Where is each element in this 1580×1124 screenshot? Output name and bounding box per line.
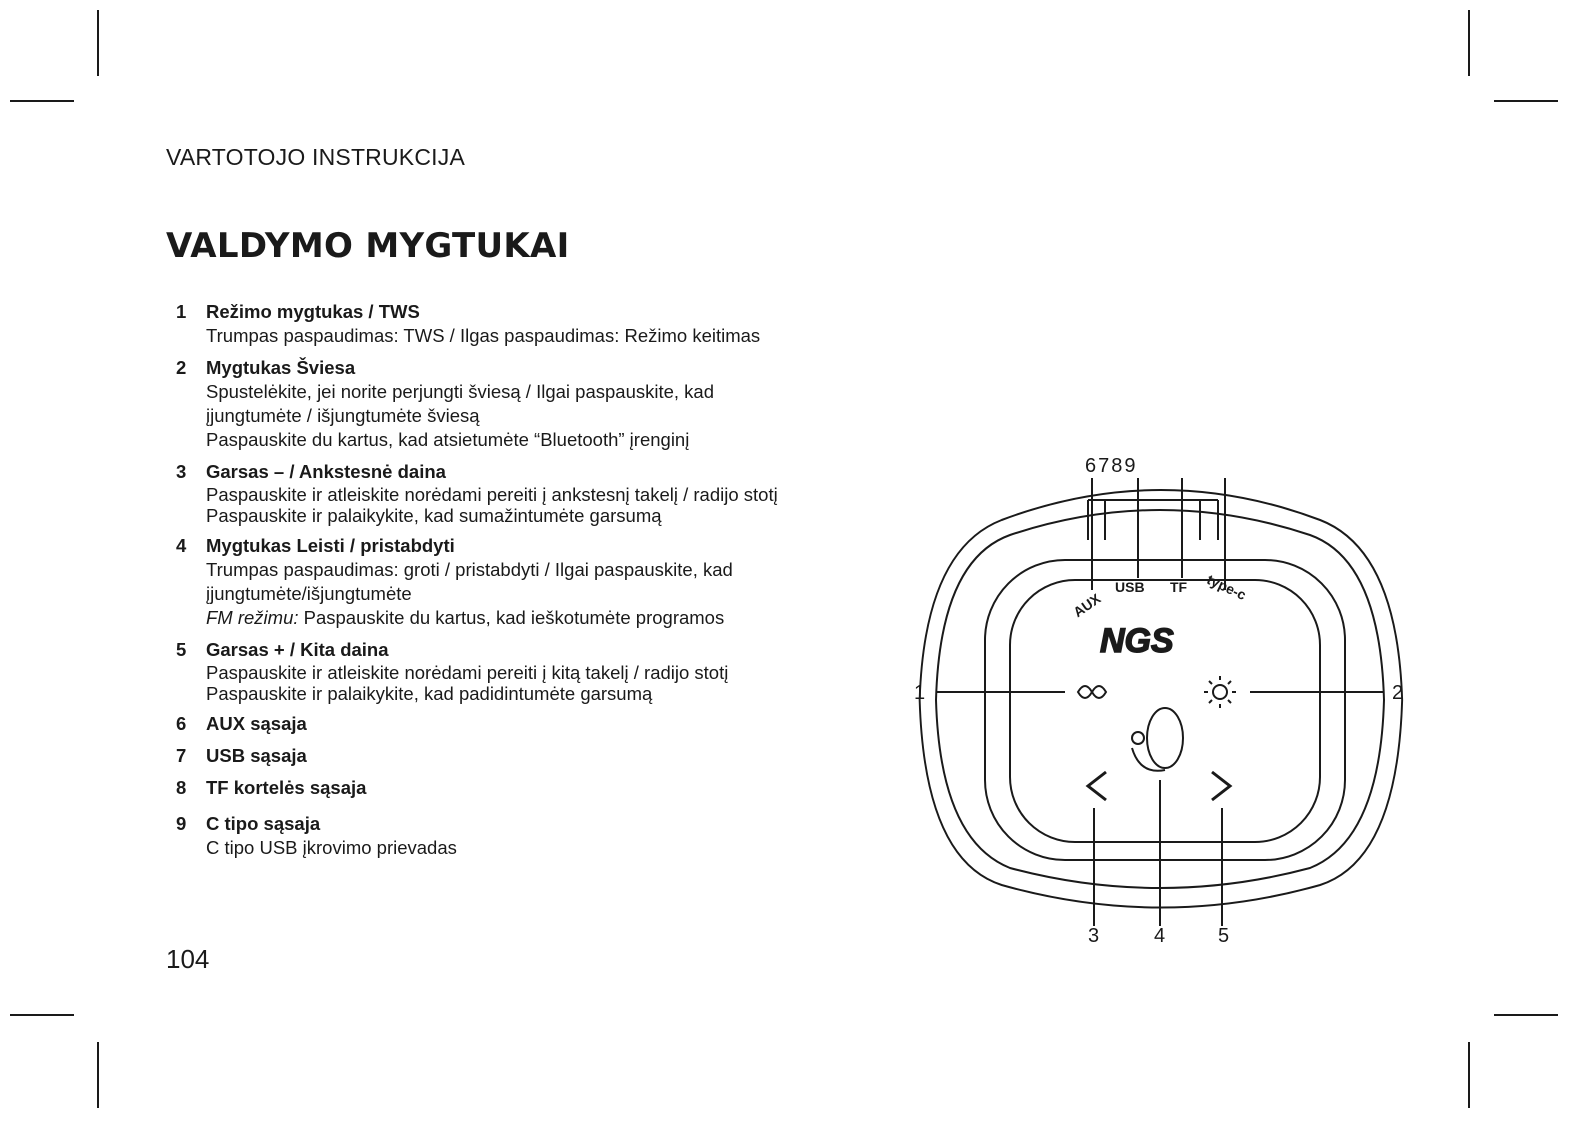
fm-mode-text: Paspauskite du kartus, kad ieškotumėte programos: [298, 607, 725, 628]
item-number: 7: [176, 745, 187, 766]
previous-chevron-icon: [1088, 772, 1106, 800]
item-number: 4: [176, 535, 187, 556]
callout-number-1: 1: [914, 682, 926, 704]
item-text: Trumpas paspaudimas: TWS / Ilgas paspaudimas: Režimo keitimas: [206, 325, 761, 346]
light-sun-icon: [1204, 676, 1236, 708]
item-heading: C tipo sąsaja: [206, 813, 321, 834]
item-heading: Garsas – / Ankstesnė daina: [206, 461, 446, 482]
item-text: Paspauskite ir palaikykite, kad sumažintumėte garsumą: [206, 505, 662, 526]
list-item: [176, 712, 876, 736]
tws-infinity-icon: [1078, 686, 1106, 698]
item-text: Spustelėkite, jei norite perjungti šviesą / Ilgai paspauskite, kad: [206, 381, 715, 402]
page-number: 104: [166, 944, 210, 974]
item-heading: TF kortelės sąsaja: [206, 777, 367, 798]
item-heading: Režimo mygtukas / TWS: [206, 301, 420, 322]
crop-mark: [1468, 10, 1470, 76]
list-item: [176, 638, 876, 704]
list-item: [176, 744, 876, 768]
control-panel-outer: [985, 560, 1345, 860]
item-heading: Mygtukas Šviesa: [206, 357, 356, 378]
control-panel-inner: [1010, 580, 1320, 842]
list-item: [176, 300, 876, 348]
crop-mark: [97, 1042, 99, 1108]
list-item: [176, 534, 876, 630]
crop-mark: [1494, 100, 1558, 102]
callout-number-5: 5: [1218, 925, 1230, 947]
fm-mode-label: FM režimu:: [206, 607, 299, 628]
item-heading: AUX sąsaja: [206, 713, 307, 734]
callout-number-3: 3: [1088, 925, 1100, 947]
item-number: 8: [176, 777, 187, 798]
item-number: 3: [176, 461, 187, 482]
speaker-strap: [1088, 500, 1218, 540]
list-item: [176, 776, 876, 800]
item-text: įjungtumėte / išjungtumėte šviesą: [206, 405, 480, 426]
item-text-fm: [206, 606, 876, 630]
item-number: 2: [176, 357, 187, 378]
callout-number-4: 4: [1154, 925, 1166, 947]
play-pause-icon: [1132, 708, 1183, 771]
item-number: 6: [176, 713, 187, 734]
port-label-aux: AUX: [1070, 590, 1104, 621]
controls-list: [176, 300, 876, 868]
port-label-usb: USB: [1115, 579, 1145, 595]
item-text: Paspauskite ir atleiskite norėdami pereiti į kitą takelį / radijo stotį: [206, 662, 729, 683]
crop-mark: [10, 1014, 74, 1016]
callout-numbers-top: 6789: [1085, 455, 1138, 477]
running-header: VARTOTOJO INSTRUKCIJA: [166, 144, 465, 170]
callout-number-2: 2: [1392, 682, 1404, 704]
item-text: Paspauskite ir palaikykite, kad padidintumėte garsumą: [206, 683, 653, 704]
next-chevron-icon: [1212, 772, 1230, 800]
item-text: C tipo USB įkrovimo prievadas: [206, 837, 457, 858]
brand-logo: NGS: [1100, 622, 1174, 660]
list-item: [176, 812, 876, 860]
speaker-diagram: [900, 440, 1420, 960]
list-item: [176, 356, 876, 452]
item-text: Paspauskite du kartus, kad atsietumėte “Bluetooth” įrenginį: [206, 429, 690, 450]
page-title: VALDYMO MYGTUKAI: [166, 226, 570, 266]
list-item: [176, 460, 876, 526]
port-label-tf: TF: [1170, 579, 1188, 595]
crop-mark: [1494, 1014, 1558, 1016]
item-number: 1: [176, 301, 187, 322]
item-number: 9: [176, 813, 187, 834]
crop-mark: [97, 10, 99, 76]
item-number: 5: [176, 639, 187, 660]
item-heading: Garsas + / Kita daina: [206, 639, 389, 660]
item-heading: USB sąsaja: [206, 745, 307, 766]
port-label-typec: type-c: [1204, 571, 1249, 604]
crop-mark: [10, 100, 74, 102]
item-text: Paspauskite ir atleiskite norėdami pereiti į ankstesnį takelį / radijo stotį: [206, 484, 778, 505]
crop-mark: [1468, 1042, 1470, 1108]
item-text: įjungtumėte/išjungtumėte: [206, 583, 412, 604]
item-text: Trumpas paspaudimas: groti / pristabdyti / Ilgai paspauskite, kad: [206, 559, 733, 580]
item-heading: Mygtukas Leisti / pristabdyti: [206, 535, 455, 556]
